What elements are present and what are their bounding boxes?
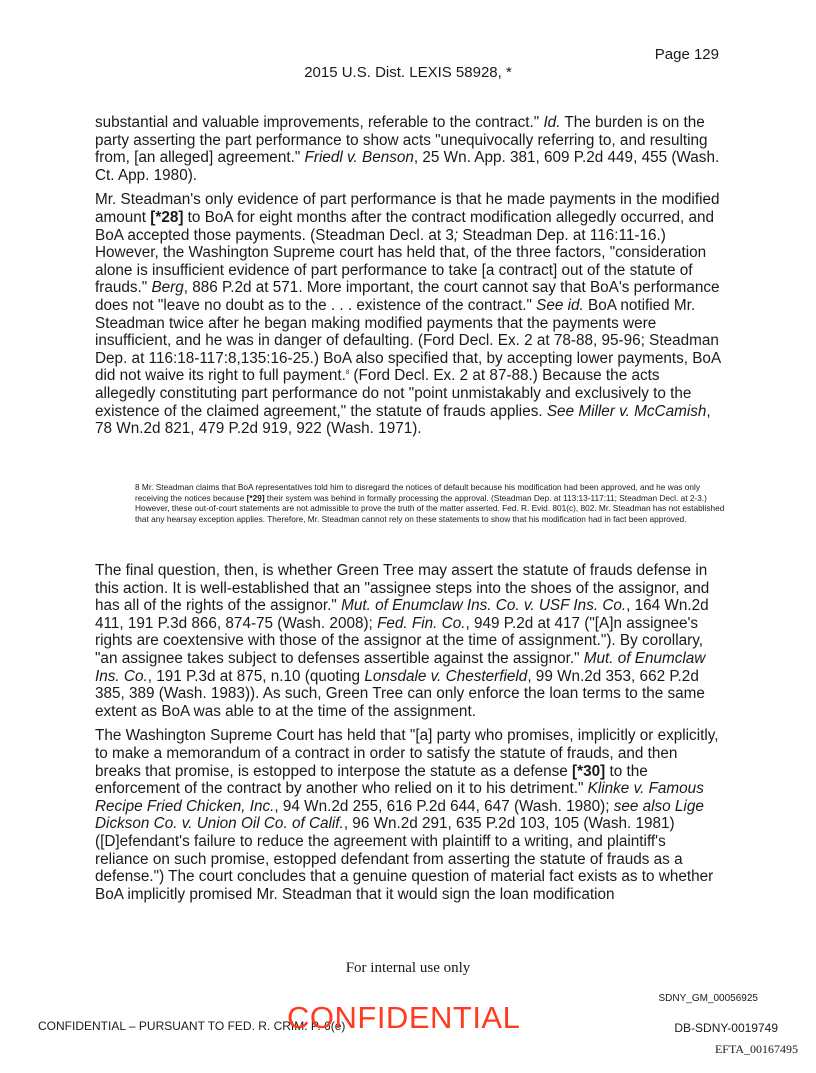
paragraph-steadman-evidence: Mr. Steadman's only evidence of part performance is that he made payments in the modified amount [*28] to BoA for eight months after the contract modification allegedly occurred, and BoA accepted those payments. (Steadman Decl. at 3; Steadman Dep. at 116:11-16.) However, the Washington Supreme court has held that, of the three factors, "consideration alone is insufficient evidence of part performance to take [a contract] out of the statute of frauds." Berg, 886 P.2d at 571. More important, the court cannot say that BoA's performance does not "leave no doubt as to the . . . existence of the contract." See id. BoA notified Mr. Steadman twice after he began making modified payments that the payments were insufficient, and he was in danger of defaulting. (Ford Decl. Ex. 2 at 78-88, 95-96; Steadman Dep. at 116:18-117:8,135:16-25.) BoA also specified that, by accepting lower payments, BoA did not waive its right to full payment.$^8$ (Ford Decl. Ex. 2 at 87-88.) Because the acts allegedly constituting part performance do not "point unmistakably and exclusively to the existence of the claimed agreement," the statute of frauds applies. See Miller v. McCamish, 78 Wn.2d 821, 479 P.2d 919, 922 (Wash. 1971).: [95, 191, 721, 438]
bates-number-db-sdny: DB-SDNY-0019749: [674, 1021, 778, 1035]
case-citation-header: 2015 U.S. Dist. LEXIS 58928, *: [304, 64, 512, 81]
paragraph-part-performance-burden: substantial and valuable improvements, referable to the contract." Id. The burden is on the party asserting the part performance to show acts "unequivocally referring to, and resulting from, [an alleged] agreement." Friedl v. Benson, 25 Wn. App. 381, 609 P.2d 449, 455 (Wash. Ct. App. 1980).: [95, 114, 720, 184]
page-number: Page 129: [654, 46, 719, 63]
star-page-marker: [*28]: [150, 208, 184, 226]
footnote-reference: 8: [345, 370, 350, 377]
paragraph-estoppel: The Washington Supreme Court has held that "[a] party who promises, implicitly or explicitly, to make a memorandum of a contract in order to satisfy the statute of frauds, and then breaks that promise, is estopped to interpose the statute as a defense [*30] to the enforcement of the contract by another who relied on it to his detriment." Klinke v. Famous Recipe Fried Chicken, Inc., 94 Wn.2d 255, 616 P.2d 644, 647 (Wash. 1980); see also Lige Dickson Co. v. Union Oil Co. of Calif., 96 Wn.2d 291, 635 P.2d 103, 105 (Wash. 1981) ([D]efendant's failure to reduce the agreement with plaintiff to a writing, and plaintiff's reliance on such promise, estopped defendant from asserting the statute of frauds as a defense.") The court concludes that a genuine question of material fact exists as to whether BoA implicitly promised Mr. Steadman that it would sign the loan modification: [95, 727, 719, 903]
confidential-stamp: CONFIDENTIAL: [287, 1000, 521, 1035]
star-page-marker: [*30]: [572, 762, 606, 780]
bates-number-sdny-gm: SDNY_GM_00056925: [658, 993, 758, 1004]
upper-body-text: [95, 114, 723, 445]
footnote-8: 8 Mr. Steadman claims that BoA representatives told him to disregard the notices of default because his modification had been approved, and he was only receiving the notices because [*29] their system was behind in formally processing the approval. (Steadman Dep. at 113:13-117:11; Steadman Decl. at 2-3.) However, these out-of-court statements are not admissible to prove the truth of the matter asserted. Fed. R. Evid. 801(c), 802. Mr. Steadman has not established that any hearsay exception applies. Therefore, Mr. Steadman cannot rely on these statements to show that his modification had in fact been approved.: [135, 482, 725, 524]
bates-number-efta: EFTA_00167495: [714, 1042, 798, 1056]
paragraph-green-tree-assignee: The final question, then, is whether Green Tree may assert the statute of frauds defense in this action. It is well-established that an "assignee steps into the shoes of the assignor, and has all of the rights of the assignor." Mut. of Enumclaw Ins. Co. v. USF Ins. Co., 164 Wn.2d 411, 191 P.3d 866, 874-75 (Wash. 2008); Fed. Fin. Co., 949 P.2d at 417 ("[A]n assignee's rights are coextensive with those of the assignor at the time of assignment."). By corollary, "an assignee takes subject to defenses assertible against the assignor." Mut. of Enumclaw Ins. Co., 191 P.3d at 875, n.10 (quoting Lonsdale v. Chesterfield, 99 Wn.2d 353, 662 P.2d 385, 389 (Wash. 1983)). As such, Green Tree can only enforce the loan terms to the same extent as BoA was able to at the time of the assignment.: [95, 562, 710, 720]
lower-body-text: [95, 562, 723, 910]
internal-use-notice: For internal use only: [345, 960, 471, 976]
confidential-grand-jury-notice: CONFIDENTIAL – PURSUANT TO FED. R. CRIM. P. 6(e): [38, 1019, 346, 1033]
star-page-marker: [*29]: [246, 492, 265, 503]
